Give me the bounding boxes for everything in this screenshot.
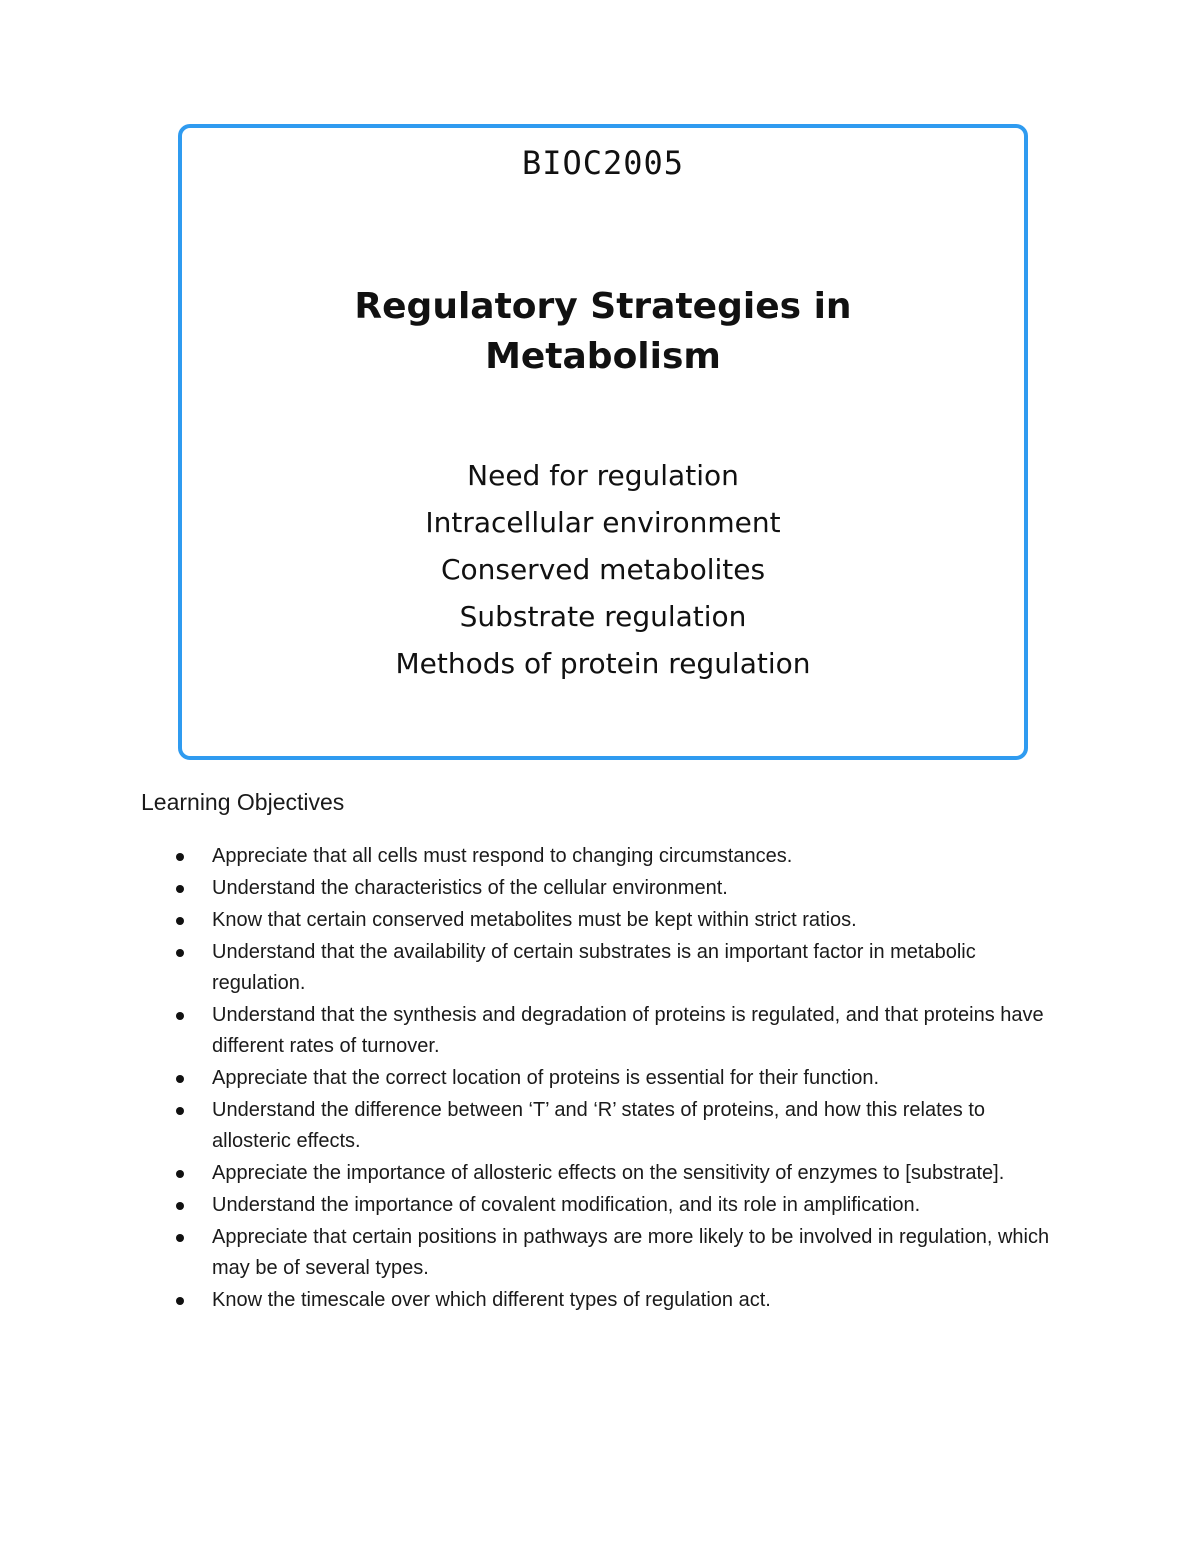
- slide-topic: Conserved metabolites: [440, 553, 766, 586]
- list-item: [176, 841, 1056, 872]
- course-code: BIOC2005: [521, 144, 685, 182]
- list-item: [176, 937, 1056, 999]
- list-item: [176, 1095, 1056, 1157]
- list-item: [176, 1190, 1056, 1221]
- title-slide: [178, 124, 1028, 760]
- bullet-icon: [176, 1202, 184, 1210]
- list-item: [176, 1000, 1056, 1062]
- bullet-icon: [176, 1012, 184, 1020]
- list-item-text: Appreciate that the correct location of proteins is essential for their function.: [212, 1067, 880, 1089]
- bullet-icon: [176, 1234, 184, 1242]
- slide-topics-list: [182, 452, 1024, 687]
- objectives-list: [176, 841, 1056, 1317]
- bullet-icon: [176, 853, 184, 861]
- bullet-icon: [176, 949, 184, 957]
- list-item: [176, 1222, 1056, 1284]
- slide-title-line-1: Regulatory Strategies in: [354, 286, 852, 327]
- list-item-text: Understand the difference between ‘T’ and ‘R’ states of proteins, and how this relates to allosteric effects.: [212, 1099, 986, 1152]
- bullet-icon: [176, 1075, 184, 1083]
- slide-title-line-2: Metabolism: [485, 336, 721, 377]
- list-item-text: Understand the characteristics of the cellular environment.: [212, 877, 728, 899]
- list-item-text: Appreciate that all cells must respond to changing circumstances.: [212, 845, 793, 867]
- list-item: [176, 1063, 1056, 1094]
- slide-topic: Methods of protein regulation: [395, 647, 811, 680]
- bullet-icon: [176, 1170, 184, 1178]
- list-item-text: Understand the importance of covalent modification, and its role in amplification.: [212, 1194, 921, 1216]
- slide-topic: Need for regulation: [467, 459, 739, 492]
- bullet-icon: [176, 917, 184, 925]
- list-item-text: Know the timescale over which different types of regulation act.: [212, 1289, 771, 1311]
- slide-topic: Substrate regulation: [459, 600, 747, 633]
- bullet-icon: [176, 1107, 184, 1115]
- bullet-icon: [176, 885, 184, 893]
- slide-title: [182, 282, 1024, 382]
- bullet-icon: [176, 1297, 184, 1305]
- list-item-text: Appreciate that certain positions in pathways are more likely to be involved in regulation, which may be of several types.: [212, 1226, 1050, 1279]
- objectives-heading: Learning Objectives: [141, 789, 345, 815]
- list-item-text: Understand that the synthesis and degradation of proteins is regulated, and that proteins have different rates of turnover.: [212, 1004, 1044, 1057]
- list-item: [176, 1158, 1056, 1189]
- list-item: [176, 1285, 1056, 1316]
- list-item-text: Know that certain conserved metabolites must be kept within strict ratios.: [212, 909, 857, 931]
- slide-topic: Intracellular environment: [425, 506, 781, 539]
- list-item: [176, 905, 1056, 936]
- list-item-text: Appreciate the importance of allosteric effects on the sensitivity of enzymes to [substrate].: [212, 1162, 1005, 1184]
- list-item-text: Understand that the availability of certain substrates is an important factor in metabolic regulation.: [212, 941, 976, 994]
- list-item: [176, 873, 1056, 904]
